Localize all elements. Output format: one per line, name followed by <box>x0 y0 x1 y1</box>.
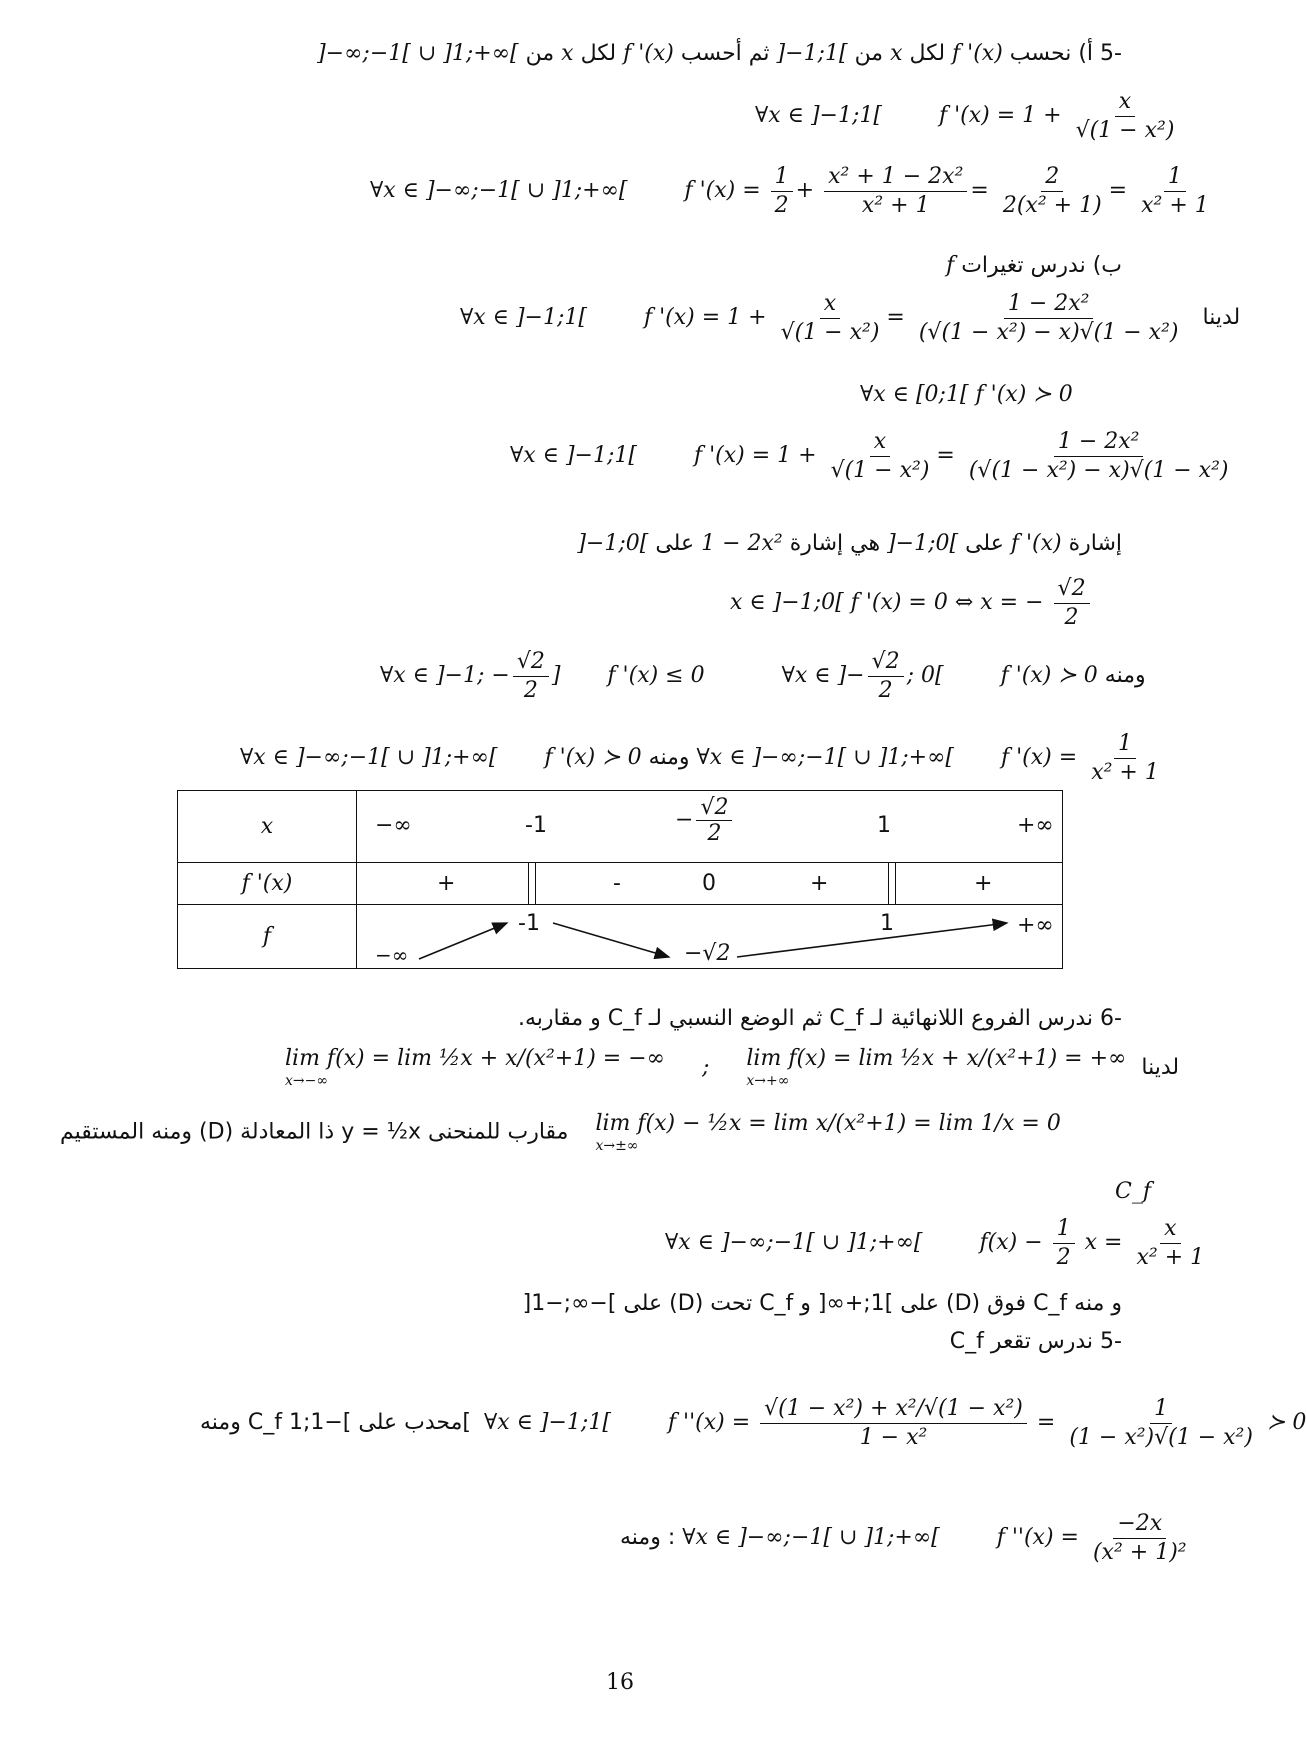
page-number: 16 <box>606 1670 634 1695</box>
table-head-fprime: f '(x) <box>178 863 357 905</box>
sign-row: + - 0 + + <box>357 863 1063 905</box>
table-head-f: f <box>178 905 357 969</box>
asymptote-line: ومنه المستقيم (D) ذا المعادلة y = ½x مقارب للمنحنى lim f(x) − ½x = lim x/(x²+1) = lim 1/x = 0 x→±∞ <box>60 1111 1061 1154</box>
fprime-outer-line: ∀x ∈ ]−∞;−1[ ∪ ]1;+∞[ f '(x) ≻ 0 ومنه ∀x ∈ ]−∞;−1[ ∪ ]1;+∞[ f '(x) = $\frac{1}{\text{x² + 1}}$ <box>240 731 1159 785</box>
q6-heading: -6 ندرس الفروع اللانهائية لـ C_f ثم الوضع النسبي لـ C_f و مقاربه. <box>517 1006 1122 1031</box>
second-derivative-line: ومنه C_f محدب على ]−1;1[ ∀x ∈ ]−1;1[ f ''(x) = $\frac{\text{√(1 − x²) + x²/√(1 − x²)}}{\text{1 − x²}}$ = $\frac{1}{\text{(1 − x²)√(1 − x²)}}$ ≻ 0 <box>200 1396 1306 1450</box>
second-derivative-outer-line: ومنه : ∀x ∈ ]−∞;−1[ ∪ ]1;+∞[ f ''(x) = $\frac{-2x}{\text{(x² + 1)²}}$ <box>620 1511 1187 1565</box>
eq3: ∀x ∈ ]−1;1[ f '(x) = 1 + $\frac{x}{\text{√(1 − x²)}}$ = $\frac{\text{1 − 2x²}}{\text{(√(1 − x²) − x)√(1 − x²)}}$ لدينا <box>460 291 1241 345</box>
position-line: و منه C_f فوق (D) على ]1;+∞[ و C_f تحت (D) على ]−∞;−1[ <box>522 1291 1122 1316</box>
f-row: −∞ -1 −√2 1 +∞ <box>357 905 1063 969</box>
q5-number: -5 <box>1100 41 1122 66</box>
eq3-repeat: ∀x ∈ ]−1;1[ f '(x) = 1 + $\frac{x}{\text{√(1 − x²)}}$ = $\frac{\text{1 − 2x²}}{\text{(√(1 − x²) − x)√(1 − x²)}}$ <box>510 429 1229 483</box>
eq2: ∀x ∈ ]−∞;−1[ ∪ ]1;+∞[ f '(x) = $\frac{1}{2}$ + $\frac{\text{x² + 1 − 2x²}}{\text{x² + 1}}$ = $\frac{2}{\text{2(x² + 1)}}$ = $\frac{1}{\text{x² + 1}}$ <box>370 164 1209 218</box>
variation-line: ∀x ∈ ]−1; − $\frac{√2}{2}$ ] f '(x) ≤ 0 ∀x ∈ ]− $\frac{√2}{2}$ ; 0[ f '(x) ≻ 0 ومنه <box>380 649 1146 703</box>
table-head-x: x <box>178 791 357 863</box>
cf-label: C_f <box>1115 1179 1151 1204</box>
pos-line: ∀x ∈ [0;1[ f '(x) ≻ 0 <box>860 382 1073 407</box>
sign-line: إشارة f '(x) على ]−1;0[ هي إشارة 1 − 2x² على ]−1;0[ <box>577 531 1122 556</box>
part-b-heading: ب) ندرس تغيرات f <box>946 253 1122 278</box>
difference-line: ∀x ∈ ]−∞;−1[ ∪ ]1;+∞[ f(x) − $\frac{1}{2}$ x = $\frac{x}{\text{x² + 1}}$ <box>665 1216 1205 1270</box>
x-row: −∞ -1 − $\frac{√2}{2}$ 1 +∞ <box>357 791 1063 863</box>
eq1: ∀x ∈ ]−1;1[ f '(x) = 1 + $\frac{x}{\text{√(1 − x²)}}$ <box>755 89 1175 143</box>
q5-heading: -5 أ) نحسب f '(x) لكل x من ]−1;1[ ثم أحسب f '(x) لكل x من ]−∞;−1[ ∪ ]1;+∞[ <box>317 41 1122 66</box>
limits-line: lim f(x) = lim ½x + x/(x²+1) = −∞ x→−∞ ; lim f(x) = lim ½x + x/(x²+1) = +∞ x→+∞ لدينا <box>285 1046 1180 1089</box>
zero-line: x ∈ ]−1;0[ f '(x) = 0 ⇔ x = − $\frac{√2}{2}$ <box>730 575 1093 631</box>
concavity-heading: -5 ندرس تقعر C_f <box>949 1329 1122 1354</box>
variation-table <box>177 790 1063 969</box>
